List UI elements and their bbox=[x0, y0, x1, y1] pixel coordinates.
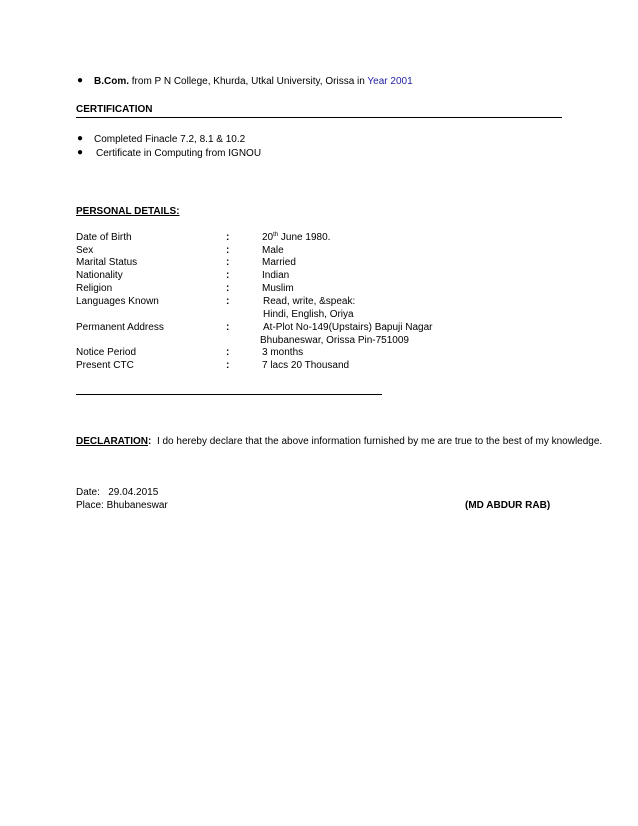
colon: : bbox=[226, 296, 230, 307]
colon: : bbox=[226, 270, 230, 281]
declaration-label: DECLARATION bbox=[76, 436, 149, 447]
place-line: Place: Bhubaneswar bbox=[76, 500, 168, 511]
personal-details-heading: PERSONAL DETAILS: bbox=[76, 206, 180, 217]
bullet-icon: ● bbox=[77, 133, 84, 144]
education-text: from P N College, Khurda, Utkal University, Orissa in bbox=[129, 76, 368, 87]
education-line bbox=[94, 76, 413, 87]
colon: : bbox=[226, 360, 230, 371]
declaration: DECLARATION: I do hereby declare that the above information furnished by me are true to the best of my knowledge. bbox=[76, 436, 603, 447]
colon: : bbox=[226, 347, 230, 358]
declaration-text: I do hereby declare that the above information furnished by me are true to the best of my knowledge. bbox=[156, 436, 603, 447]
religion-label: Religion bbox=[76, 283, 113, 294]
education-year: Year 2001 bbox=[367, 76, 413, 87]
languages-value-2: Hindi, English, Oriya bbox=[263, 309, 354, 320]
sex-label: Sex bbox=[76, 245, 94, 256]
colon: : bbox=[226, 232, 230, 243]
section-divider bbox=[76, 117, 562, 118]
certification-heading: CERTIFICATION bbox=[76, 104, 153, 115]
address-value: At-Plot No-149(Upstairs) Bapuji Nagar bbox=[263, 322, 433, 333]
certification-item: Certificate in Computing from IGNOU bbox=[96, 148, 262, 159]
nationality-value: Indian bbox=[262, 270, 290, 281]
religion-value: Muslim bbox=[262, 283, 294, 294]
languages-value: Read, write, &speak: bbox=[263, 296, 356, 307]
colon: : bbox=[226, 283, 230, 294]
address-value-2: Bhubaneswar, Orissa Pin-751009 bbox=[260, 335, 409, 346]
date-line: Date: 29.04.2015 bbox=[76, 487, 159, 498]
nationality-label: Nationality bbox=[76, 270, 123, 281]
bullet-icon: ● bbox=[77, 75, 84, 86]
marital-label: Marital Status bbox=[76, 257, 138, 268]
marital-value: Married bbox=[262, 257, 296, 268]
ctc-label: Present CTC bbox=[76, 360, 134, 371]
dob-value: 20th June 1980. bbox=[262, 232, 331, 243]
certification-item: Completed Finacle 7.2, 8.1 & 10.2 bbox=[94, 134, 246, 145]
sex-value: Male bbox=[262, 245, 284, 256]
colon: : bbox=[226, 257, 230, 268]
notice-value: 3 months bbox=[262, 347, 304, 358]
address-label: Permanent Address bbox=[76, 322, 164, 333]
signatory-name: (MD ABDUR RAB) bbox=[465, 500, 551, 511]
colon: : bbox=[226, 245, 230, 256]
notice-label: Notice Period bbox=[76, 347, 137, 358]
section-divider bbox=[76, 394, 382, 395]
dob-label: Date of Birth bbox=[76, 232, 132, 243]
colon: : bbox=[226, 322, 230, 333]
bullet-icon: ● bbox=[77, 147, 84, 158]
degree: B.Com. bbox=[94, 76, 129, 87]
ctc-value: 7 lacs 20 Thousand bbox=[262, 360, 350, 371]
languages-label: Languages Known bbox=[76, 296, 159, 307]
